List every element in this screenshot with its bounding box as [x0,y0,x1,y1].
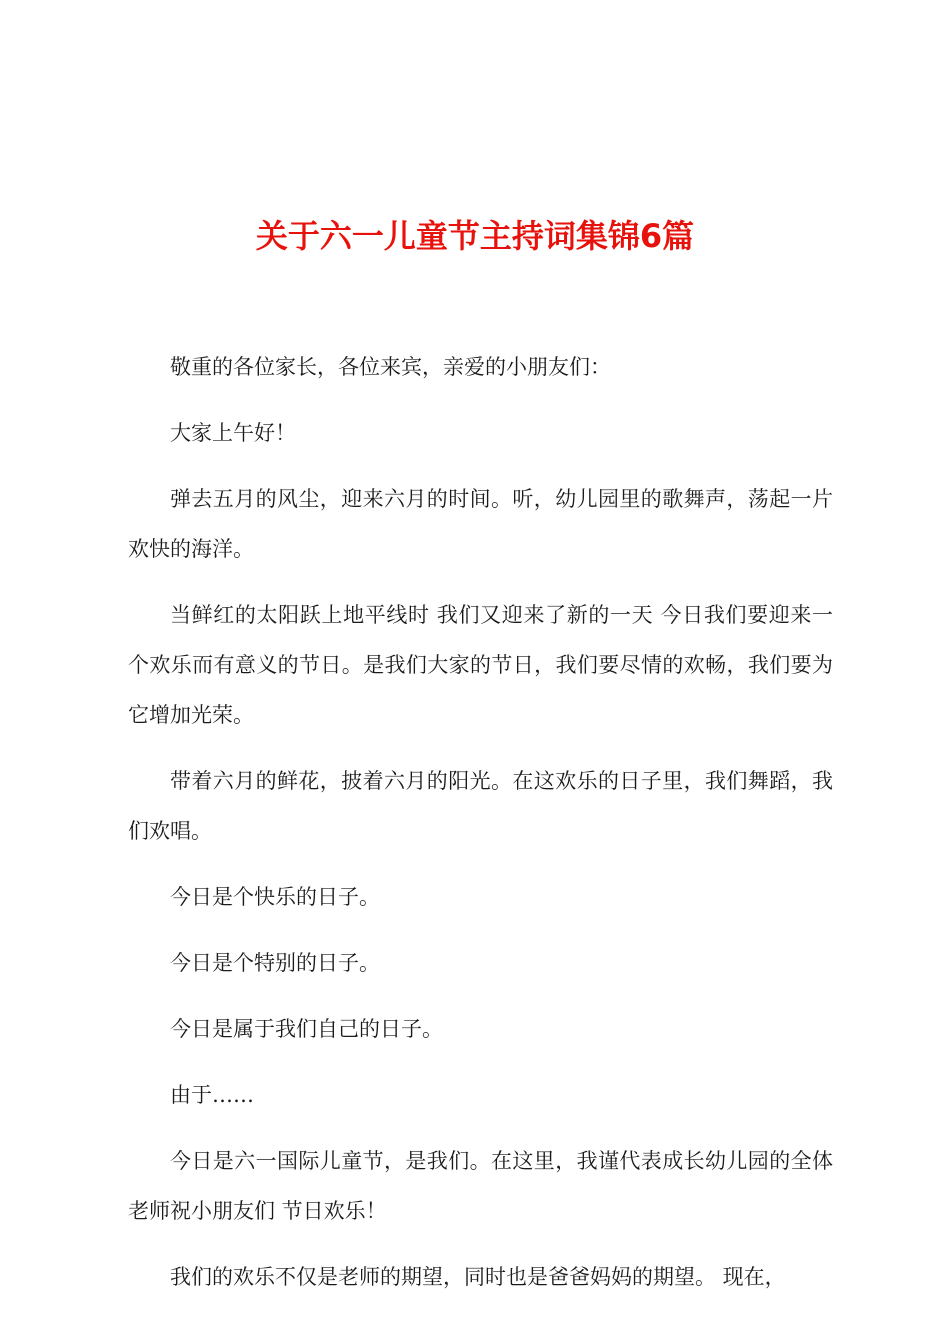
document-title: 关于六一儿童节主持词集锦6篇 [255,217,695,255]
paragraph-our-day: 今日是属于我们自己的日子。 [170,1017,443,1041]
paragraph-flowers: 带着六月的鲜花，披着六月的阳光。在这欢乐的日子里，我们舞蹈，我们欢唱。 [128,769,833,843]
paragraph-greeting: 敬重的各位家长，各位来宾，亲爱的小朋友们： [170,355,611,379]
paragraph-because: 由于…… [170,1083,254,1107]
paragraph-expectation: 我们的欢乐不仅是老师的期望，同时也是爸爸妈妈的期望。 现在， [170,1265,786,1289]
paragraph-childrens-day: 今日是六一国际儿童节，是我们。在这里，我谨代表成长幼儿园的全体老师祝小朋友们 节日欢乐！ [128,1149,833,1223]
paragraph-good-morning: 大家上午好！ [170,421,296,445]
paragraph-special-day: 今日是个特别的日子。 [170,951,380,975]
paragraph-intro: 弹去五月的风尘，迎来六月的时间。听，幼儿园里的歌舞声，荡起一片欢快的海洋。 [128,487,833,561]
document-body [128,342,833,1302]
paragraph-happy-day: 今日是个快乐的日子。 [170,885,380,909]
paragraph-sunrise: 当鲜红的太阳跃上地平线时 我们又迎来了新的一天 今日我们要迎来一个欢乐而有意义的节日。是我们大家的节日，我们要尽情的欢畅，我们要为它增加光荣。 [128,603,833,727]
